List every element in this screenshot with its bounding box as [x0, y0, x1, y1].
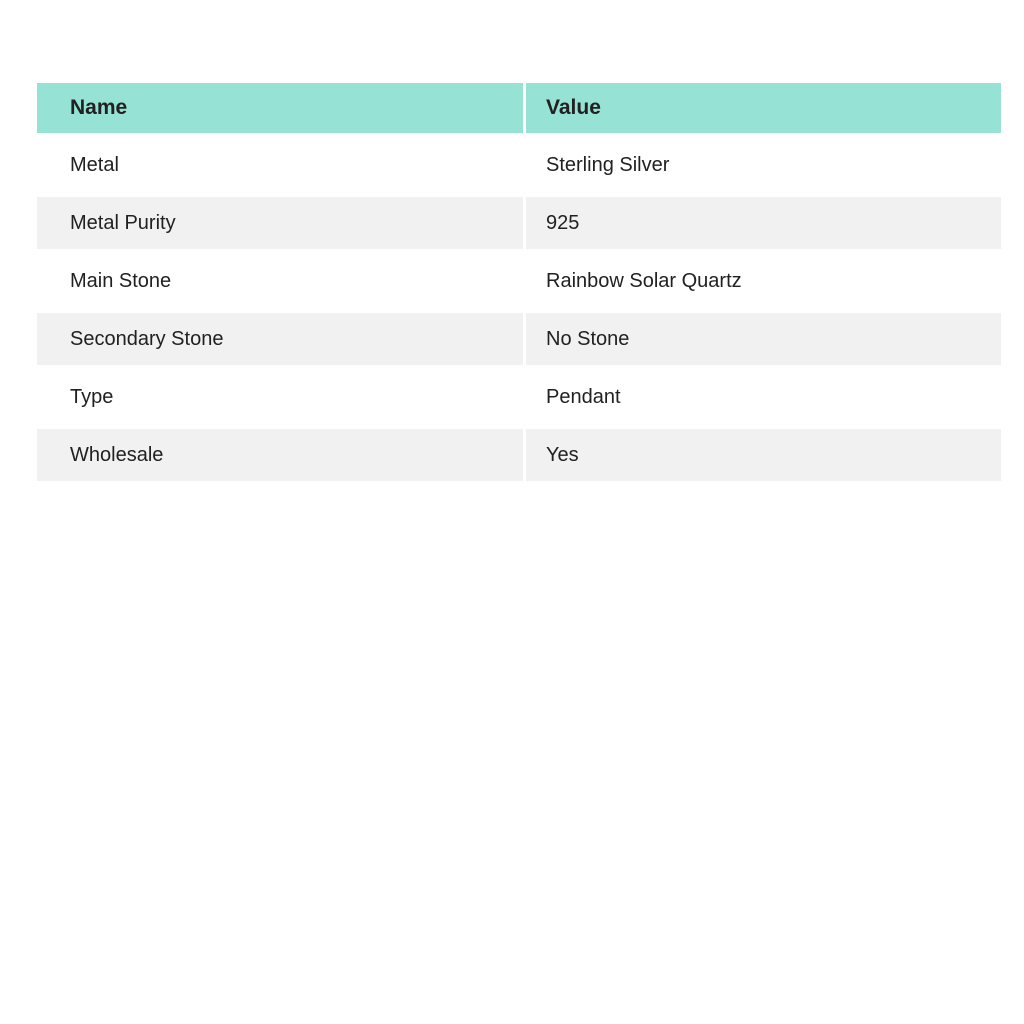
product-spec-table — [37, 83, 1001, 481]
spec-value: No Stone — [546, 327, 630, 350]
spec-name-cell — [37, 197, 523, 249]
spec-name-cell — [37, 371, 523, 423]
spec-value-cell — [523, 197, 1001, 249]
spec-value: 925 — [546, 211, 580, 234]
spec-name: Metal Purity — [70, 211, 176, 234]
spec-name-cell — [37, 429, 523, 481]
spec-value: Sterling Silver — [546, 153, 670, 176]
spec-value-cell — [523, 255, 1001, 307]
spec-name-cell — [37, 313, 523, 365]
spec-name: Wholesale — [70, 443, 164, 466]
header-value-label: Value — [546, 96, 601, 119]
table-row — [37, 423, 1001, 481]
spec-name: Main Stone — [70, 269, 172, 292]
table-row — [37, 307, 1001, 365]
table-row — [37, 133, 1001, 191]
table-row — [37, 365, 1001, 423]
spec-value: Pendant — [546, 385, 621, 408]
spec-value-cell — [523, 313, 1001, 365]
spec-value: Rainbow Solar Quartz — [546, 269, 742, 292]
spec-value-cell — [523, 371, 1001, 423]
spec-value-cell — [523, 429, 1001, 481]
header-name-label: Name — [70, 96, 128, 119]
spec-name: Type — [70, 385, 114, 408]
spec-value: Yes — [546, 443, 579, 466]
table-row — [37, 249, 1001, 307]
table-header-row — [37, 83, 1001, 133]
spec-value-cell — [523, 139, 1001, 191]
header-cell-name — [37, 83, 523, 133]
spec-name: Secondary Stone — [70, 327, 224, 350]
header-cell-value — [523, 83, 1001, 133]
spec-name-cell — [37, 255, 523, 307]
table-row — [37, 191, 1001, 249]
spec-name-cell — [37, 139, 523, 191]
spec-name: Metal — [70, 153, 119, 176]
